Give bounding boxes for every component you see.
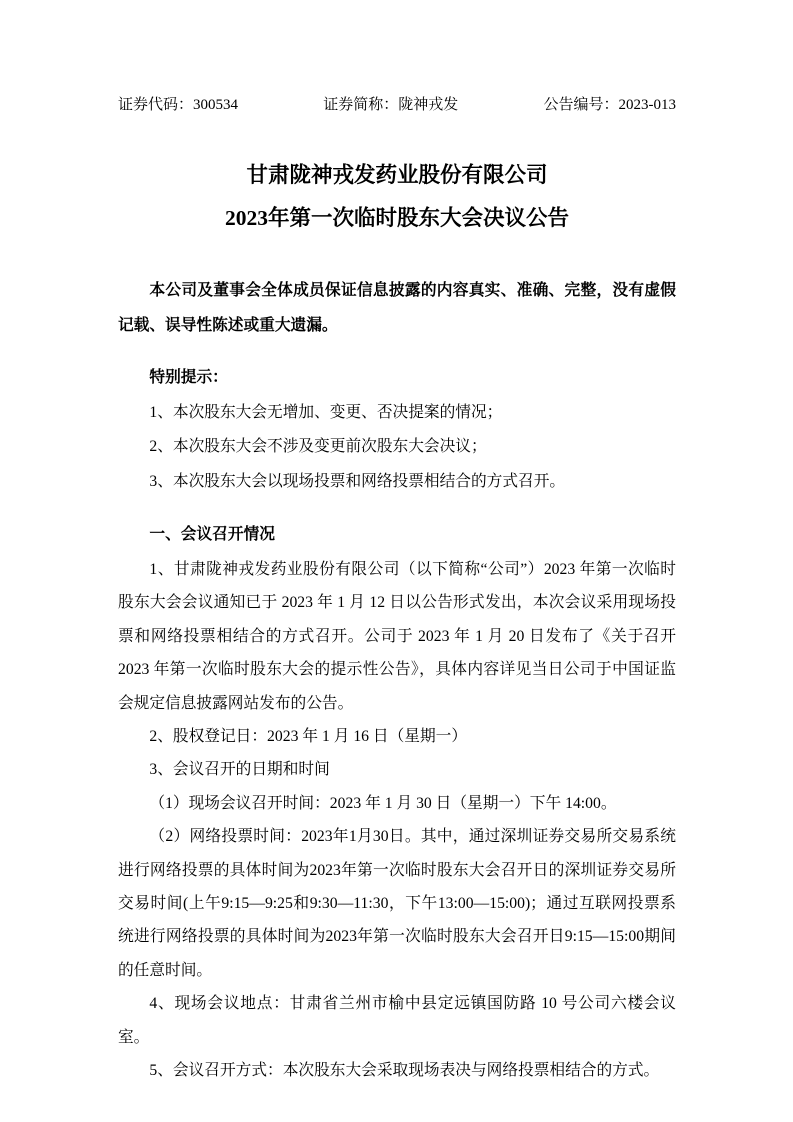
document-title [118, 154, 676, 240]
section-1-paragraph-7: 5、会议召开方式：本次股东大会采取现场表决与网络投票相结合的方式。 [149, 1062, 660, 1080]
special-notice-item-1: 1、本次股东大会无增加、变更、否决提案的情况； [149, 403, 503, 421]
section-1-paragraph-5: （2）网络投票时间：2023年1月30日。其中，通过深圳证券交易所交易系统进行网络投票的具体时间为2023年第一次临时股东大会召开日的深圳证券交易所交易时间(上午9:15—9:25和9:30—11:30，下午13:00—15:00)；通过互联网投票系统进行网络投票的具体时间为2023年第一次临时股东大会召开日9:15—15:00期间的任意时间。 [118, 828, 676, 979]
section-1-paragraph-4: （1）现场会议召开时间：2023 年 1 月 30 日（星期一）下午 14:00。 [149, 794, 617, 812]
special-notice-item-2: 2、本次股东大会不涉及变更前次股东大会决议； [149, 438, 487, 456]
document-header [118, 94, 676, 116]
section-1-paragraph-6: 4、现场会议地点：甘肃省兰州市榆中县定远镇国防路 10 号公司六楼会议室。 [118, 995, 676, 1046]
stock-short-name: 证券简称：陇神戎发 [323, 97, 459, 113]
special-notice-item-3: 3、本次股东大会以现场投票和网络投票相结合的方式召开。 [149, 472, 566, 490]
special-notice-heading: 特别提示： [149, 369, 228, 386]
section-1-heading: 一、会议召开情况 [149, 526, 275, 544]
integrity-declaration: 本公司及董事会全体成员保证信息披露的内容真实、准确、完整，没有虚假记载、误导性陈述或重大遗漏。 [118, 282, 676, 334]
stock-code: 证券代码：300534 [118, 97, 239, 113]
section-1-paragraph-3: 3、会议召开的日期和时间 [149, 761, 330, 779]
announcement-title-line: 2023年第一次临时股东大会决议公告 [224, 206, 569, 230]
announcement-number: 公告编号：2023-013 [543, 97, 676, 113]
section-1-paragraph-1: 1、甘肃陇神戎发药业股份有限公司（以下简称“公司”）2023 年第一次临时股东大会会议通知已于 2023 年 1 月 12 日以公告形式发出，本次会议采用现场投票和网络投票相结合的方式召开。公司于 2023 年 1 月 20 日发布了《关于召开 2023 年第一次临时股东大会的提示性公告》，具体内容详见当日公司于中国证监会规定信息披露网站发布的公告。 [118, 560, 676, 712]
company-name-line: 甘肃陇神戎发药业股份有限公司 [246, 163, 548, 187]
section-1-paragraph-2: 2、股权登记日：2023 年 1 月 16 日（星期一） [149, 728, 468, 745]
